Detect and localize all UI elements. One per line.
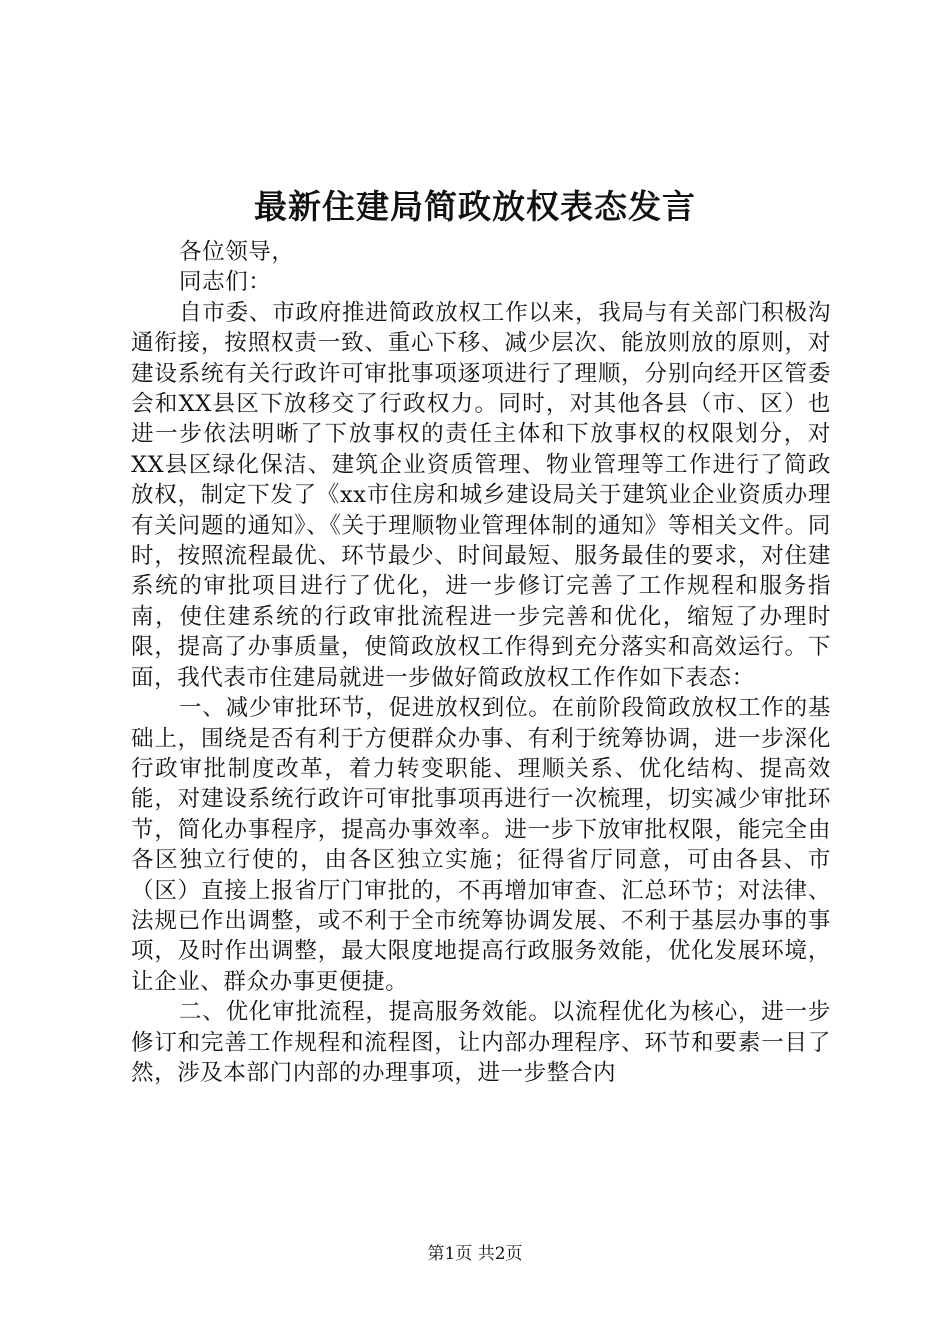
paragraph-point-one: 一、减少审批环节，促进放权到位。在前阶段简政放权工作的基础上，围绕是否有利于方便群众办事、有利于统筹协调，进一步深化行政审批制度改革，着力转变职能、理顺关系、优化结构、提高效能，对建设系统行政许可审批事项再进行一次梳理，切实减少审批环节，简化办事程序，提高办事效率。进一步下放审批权限，能完全由各区独立行使的，由各区独立实施；征得省厅同意，可由各县、市（区）直接上报省厅门审批的，不再增加审查、汇总环节；对法律、法规已作出调整，或不利于全市统筹协调发展、不利于基层办事的事项，及时作出调整，最大限度地提高行政服务效能，优化发展环境，让企业、群众办事更便捷。 — [131, 695, 831, 995]
salutation-leaders: 各位领导， — [179, 239, 295, 265]
paragraph-point-two: 二、优化审批流程，提高服务效能。以流程优化为核心，进一步修订和完善工作规程和流程图，让内部办理程序、环节和要素一目了然，涉及本部门内部的办理事项，进一步整合内 — [131, 999, 831, 1086]
salutation-comrades: 同志们： — [179, 269, 272, 296]
paragraph-intro: 自市委、市政府推进简政放权工作以来，我局与有关部门积极沟通衔接，按照权责一致、重心下移、减少层次、能放则放的原则，对建设系统有关行政许可审批事项逐项进行了理顺，分别向经开区管委会和XX县区下放移交了行政权力。同时，对其他各县（市、区）也进一步依法明晰了下放事权的责任主体和下放事权的权限划分，对XX县区绿化保洁、建筑企业资质管理、物业管理等工作进行了简政放权，制定下发了《xx市住房和城乡建设局关于建筑业企业资质办理有关问题的通知》、《关于理顺物业管理体制的通知》等相关文件。同时，按照流程最优、环节最少、时间最短、服务最佳的要求，对住建系统的审批项目进行了优化，进一步修订完善了工作规程和服务指南，使住建系统的行政审批流程进一步完善和优化，缩短了办理时限，提高了办事质量，使简政放权工作得到充分落实和高效运行。下面，我代表市住建局就进一步做好简政放权工作作如下表态： — [131, 299, 831, 691]
document-body — [131, 237, 831, 1088]
page-footer: 第1页 共2页 — [427, 1244, 523, 1264]
document-title: 最新住建局简政放权表态发言 — [254, 187, 696, 226]
